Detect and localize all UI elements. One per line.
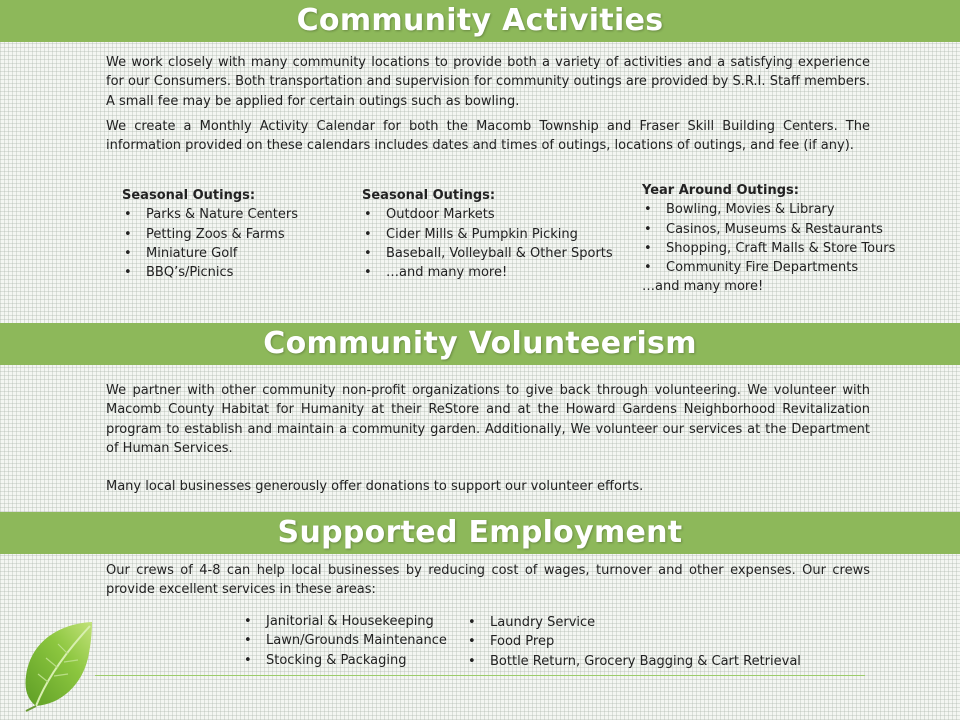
list-item: • Outdoor Markets [362,205,613,224]
list-item: • Laundry Service [466,613,801,632]
list-item: • Miniature Golf [122,244,298,263]
column-heading: Seasonal Outings: [362,188,496,203]
column-footer: …and many more! [642,279,764,295]
volunteerism-paragraph-2: Many local businesses generously offer donations to support our volunteer efforts. [106,479,644,494]
activities-paragraph-1: We work closely with many community locations to provide both a variety of activities and a satisfying experience for our Consumers. Both transportation and supervision for community outings are provided by S.R.I. Staff members. A small fee may be applied for certain outings such as bowling. [106,55,870,109]
seasonal-outings-list-2 [362,186,613,282]
community-volunteerism-banner [0,323,960,365]
list-item: • Community Fire Departments [642,258,895,277]
list-item: • BBQ’s/Picnics [122,263,298,282]
community-volunteerism-title: Community Volunteerism [263,326,697,361]
volunteerism-paragraph-1: We partner with other community non-profit organizations to give back through volunteering. We volunteer with Macomb County Habitat for Humanity at their ReStore and at the Howard Gardens Neighborhood Revitalization program to establish and maintain a community garden. Additionally, We volunteer our services at the Department of Human Services. [106,383,870,456]
supported-employment-title: Supported Employment [277,515,683,550]
footer-divider [95,675,865,676]
list-item: • Food Prep [466,632,801,651]
list-item: • Shopping, Craft Malls & Store Tours [642,239,895,258]
column-heading: Year Around Outings: [642,183,799,198]
activities-paragraph-2: We create a Monthly Activity Calendar for both the Macomb Township and Fraser Skill Building Centers. The information provided on these calendars includes dates and times of outings, locations of outings, and fee (if any). [106,119,870,154]
column-heading: Seasonal Outings: [122,188,256,203]
list-item: • Cider Mills & Pumpkin Picking [362,225,613,244]
employment-services-list-2 [466,613,801,671]
year-around-outings-list [642,181,895,297]
list-item: • Petting Zoos & Farms [122,225,298,244]
list-item: • Stocking & Packaging [242,651,447,670]
list-item: • Baseball, Volleyball & Other Sports [362,244,613,263]
list-item: • Lawn/Grounds Maintenance [242,631,447,650]
employment-services-list-1 [242,612,447,670]
employment-paragraph: Our crews of 4-8 can help local businesses by reducing cost of wages, turnover and other expenses. Our crews provide excellent services in these areas: [106,563,870,598]
leaf-icon [16,618,100,712]
community-activities-title: Community Activities [296,3,664,38]
list-item: • Parks & Nature Centers [122,205,298,224]
supported-employment-banner [0,512,960,554]
seasonal-outings-list-1 [122,186,298,282]
list-item: • …and many more! [362,263,613,282]
list-item: • Casinos, Museums & Restaurants [642,220,895,239]
list-item: • Bowling, Movies & Library [642,200,895,219]
list-item: • Janitorial & Housekeeping [242,612,447,631]
community-activities-banner [0,0,960,42]
list-item: • Bottle Return, Grocery Bagging & Cart Retrieval [466,652,801,671]
